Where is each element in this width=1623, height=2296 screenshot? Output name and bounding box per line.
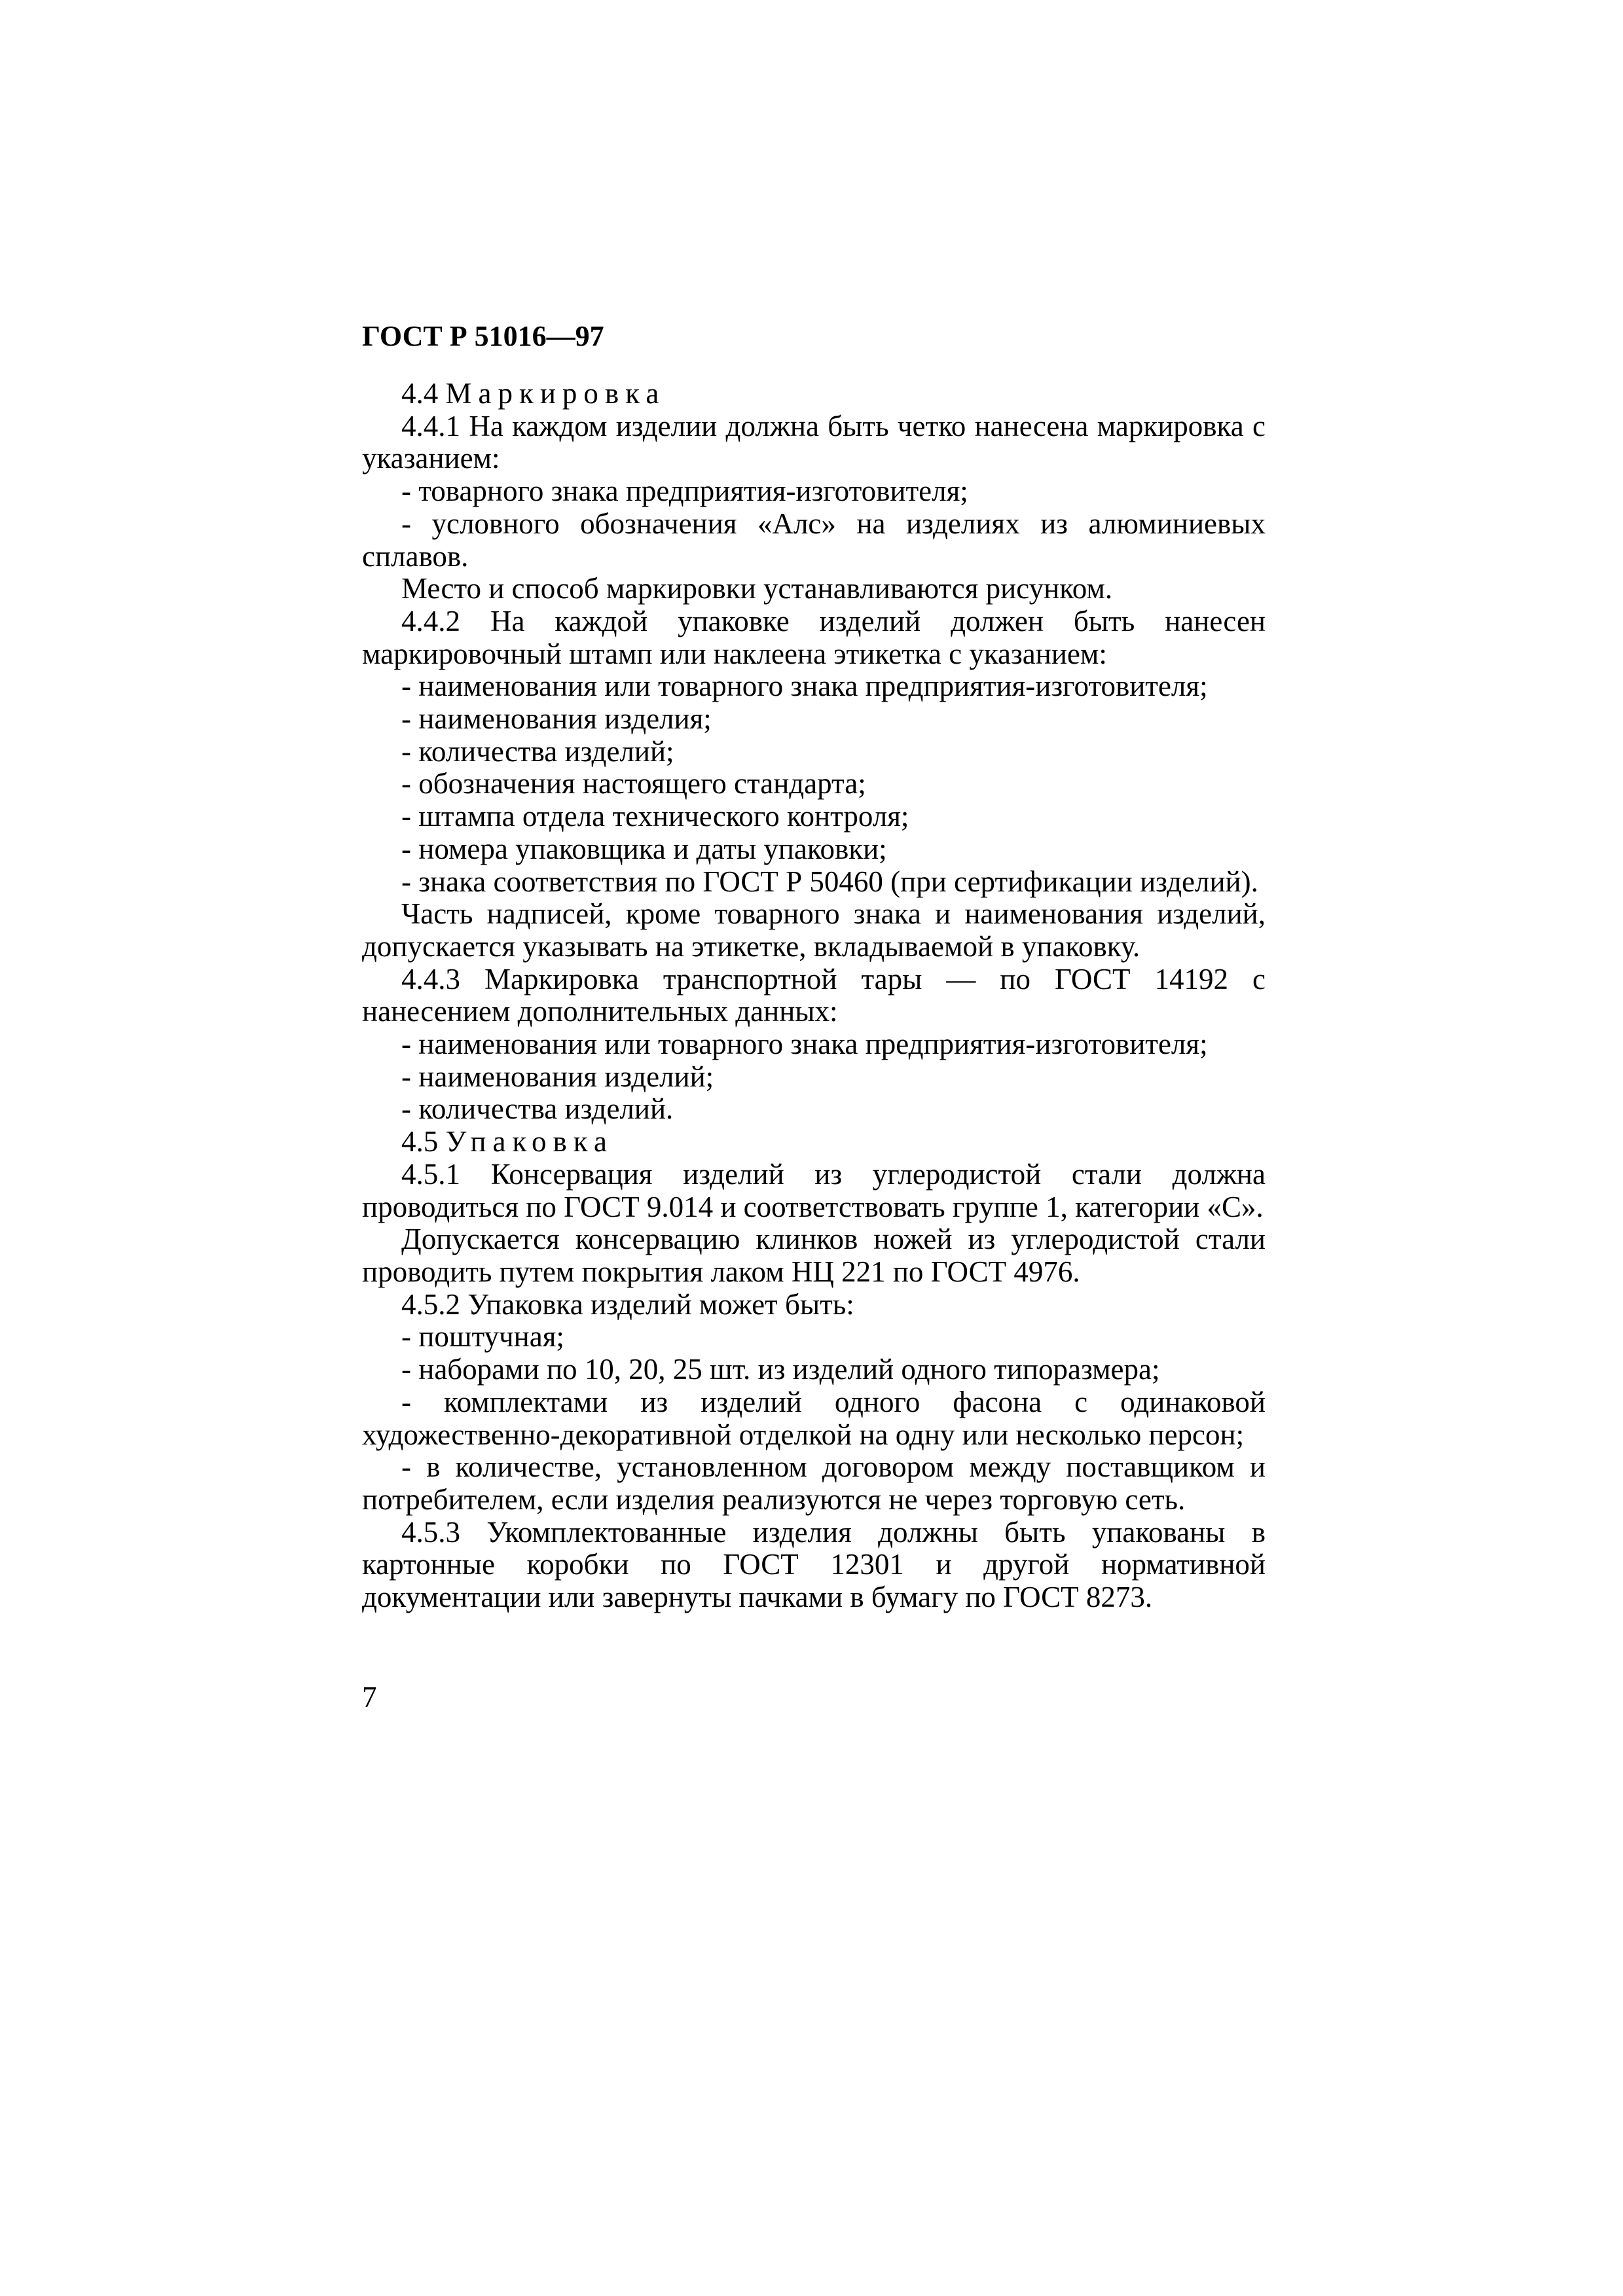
list-item: - в количестве, установленном договором между поставщиком и потребителем, если изделия реализуются не через торговую сеть. (362, 1450, 1266, 1516)
page-number: 7 (362, 1681, 377, 1713)
paragraph: Часть надписей, кроме товарного знака и наименования изделий, допускается указывать на этикетке, вкладываемой в упаковку. (362, 897, 1266, 963)
list-item: - обозначения настоящего стандарта; (401, 767, 866, 800)
section-number: 4.4 (401, 377, 439, 410)
list-item: - комплектами из изделий одного фасона с одинаковой художественно-декоративной отделкой на одну или несколько персон; (362, 1385, 1266, 1451)
list-item: - товарного знака предприятия-изготовителя; (401, 475, 968, 508)
list-item: - поштучная; (401, 1320, 564, 1354)
list-item: - номера упаковщика и даты упаковки; (401, 832, 887, 865)
paragraph: 4.5.3 Укомплектованные изделия должны быть упакованы в картонные коробки по ГОСТ 12301 и другой нормативной документации или завернуты пачками в бумагу по ГОСТ 8273. (362, 1515, 1266, 1614)
paragraph: Допускается консервацию клинков ножей из углеродистой стали проводить путем покрытия лаком НЦ 221 по ГОСТ 4976. (362, 1223, 1266, 1288)
list-item: - наименования или товарного знака предприятия-изготовителя; (401, 1028, 1208, 1061)
section-title: Маркировка (445, 377, 666, 410)
paragraph: 4.4.3 Маркировка транспортной тары — по ГОСТ 14192 с нанесением дополнительных данных: (362, 962, 1266, 1028)
section-number: 4.5 (401, 1125, 439, 1158)
paragraph: 4.5.1 Консервация изделий из углеродистой стали должна проводиться по ГОСТ 9.014 и соответствовать группе 1, категории «С». (362, 1157, 1266, 1223)
paragraph: 4.5.2 Упаковка изделий может быть: (401, 1287, 854, 1321)
document-body (362, 378, 1266, 1614)
list-item: - наименования или товарного знака предприятия-изготовителя; (401, 670, 1208, 703)
list-item: - количества изделий. (401, 1092, 674, 1126)
section-title: Упаковка (445, 1125, 613, 1158)
list-item: - штампа отдела технического контроля; (401, 800, 909, 833)
list-item: - наборами по 10, 20, 25 шт. из изделий одного типоразмера; (401, 1353, 1160, 1386)
list-item: - наименования изделий; (401, 1060, 714, 1093)
list-item: - наименования изделия; (401, 702, 712, 736)
list-item: - количества изделий; (401, 734, 674, 768)
section-heading-4-5 (362, 1126, 1266, 1158)
paragraph: 4.4.2 На каждой упаковке изделий должен быть нанесен маркировочный штамп или наклеена этикетка с указанием: (362, 604, 1266, 670)
document-header: ГОСТ Р 51016—97 (362, 320, 604, 352)
paragraph: Место и способ маркировки устанавливаются рисунком. (401, 572, 1113, 605)
list-item: - условного обозначения «Алс» на изделиях из алюминиевых сплавов. (362, 507, 1266, 573)
section-heading-4-4 (362, 378, 1266, 410)
paragraph: 4.4.1 На каждом изделии должна быть четко нанесена маркировка с указанием: (362, 409, 1266, 475)
list-item: - знака соответствия по ГОСТ Р 50460 (при сертификации изделий). (401, 865, 1258, 898)
